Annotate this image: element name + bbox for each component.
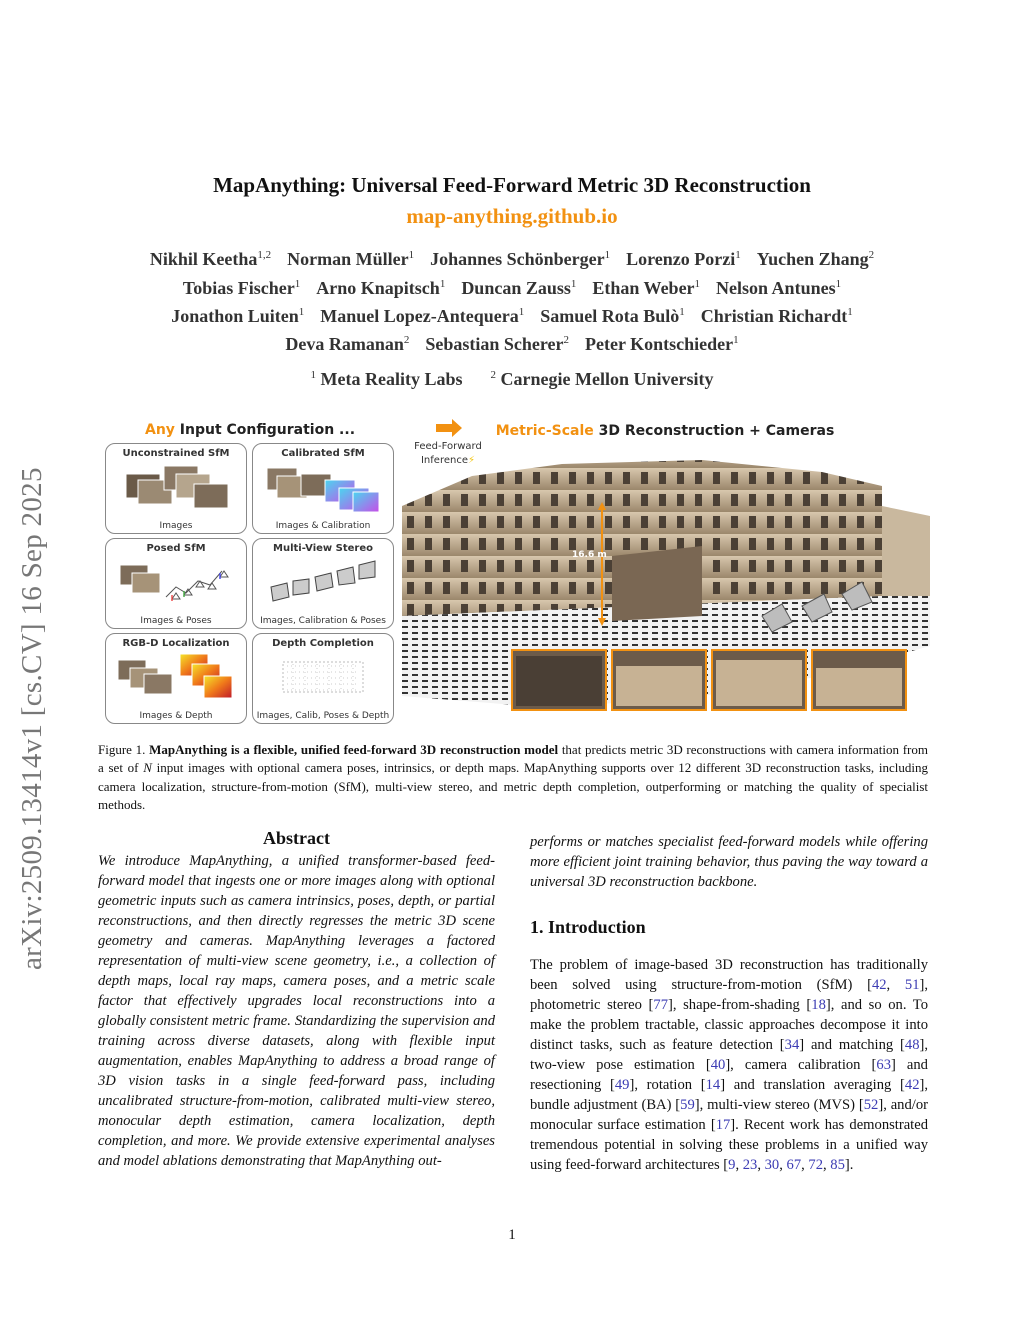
citation-link[interactable]: 72 bbox=[808, 1157, 823, 1173]
camera-frustums-icon bbox=[263, 557, 383, 609]
figure-1 bbox=[100, 418, 930, 723]
author-affiliation-mark: 1 bbox=[298, 306, 305, 318]
author-name: Norman Müller$^1$ bbox=[287, 249, 415, 269]
author-name: Duncan Zauss$^1$ bbox=[461, 278, 577, 298]
config-card-posed-sfm: Posed SfM Images & Poses bbox=[105, 538, 247, 629]
author-line-2 bbox=[0, 278, 1024, 299]
images-depth-icon bbox=[116, 652, 236, 704]
affiliations bbox=[0, 369, 1024, 390]
citation-link[interactable]: 63 bbox=[876, 1057, 891, 1073]
citation-link[interactable]: 49 bbox=[614, 1077, 630, 1093]
page-number: 1 bbox=[508, 1227, 516, 1243]
right-column bbox=[530, 832, 928, 1175]
paper-title: MapAnything: Universal Feed-Forward Metric 3D Reconstruction bbox=[213, 173, 811, 197]
author-affiliation-mark: 1 bbox=[439, 278, 446, 290]
citation-link[interactable]: 23 bbox=[742, 1157, 758, 1173]
building-pointcloud-icon bbox=[402, 446, 930, 723]
author-affiliation-mark: 1 bbox=[694, 278, 701, 290]
measurement-label: 16.6 m bbox=[572, 550, 607, 560]
citation-link[interactable]: 67 bbox=[786, 1157, 802, 1173]
author-affiliation-mark: 1 bbox=[294, 278, 301, 290]
config-card-rgbd-localization: RGB-D Localization Images & Depth bbox=[105, 633, 247, 724]
author-line-1 bbox=[0, 249, 1024, 270]
abstract-heading: Abstract bbox=[263, 828, 330, 848]
author-affiliation-mark: 1 bbox=[604, 249, 611, 261]
author-name: Sebastian Scherer$^2$ bbox=[425, 334, 570, 354]
citation-link[interactable]: 14 bbox=[705, 1077, 721, 1093]
lightning-icon: ⚡ bbox=[467, 455, 476, 466]
author-affiliation-mark: 1 bbox=[679, 306, 685, 318]
citation-link[interactable]: 52 bbox=[863, 1097, 879, 1113]
affiliation: $^1$ Meta Reality Labs bbox=[310, 369, 463, 389]
citation-link[interactable]: 9 bbox=[728, 1157, 736, 1173]
author-affiliation-mark: 1 bbox=[835, 278, 842, 290]
author-affiliation-mark: 1 bbox=[570, 278, 577, 290]
config-card-multi-view-stereo: Multi-View Stereo Images, Calibration & Poses bbox=[252, 538, 394, 629]
images-calibration-icon bbox=[263, 462, 383, 514]
citation-link[interactable]: 18 bbox=[811, 997, 826, 1013]
author-affiliation-mark: 2 bbox=[403, 334, 410, 346]
author-line-3 bbox=[0, 306, 1024, 327]
citation-link[interactable]: 77 bbox=[653, 997, 669, 1013]
citation-link[interactable]: 40 bbox=[710, 1057, 726, 1073]
left-column bbox=[98, 828, 495, 1171]
author-name: Jonathon Luiten$^1$ bbox=[171, 306, 305, 326]
author-name: Tobias Fischer$^1$ bbox=[182, 278, 301, 298]
metric-reconstruction-render bbox=[402, 446, 930, 723]
citation-link[interactable]: 34 bbox=[784, 1037, 800, 1053]
author-name: Ethan Weber$^1$ bbox=[592, 278, 701, 298]
author-affiliation-mark: 2 bbox=[868, 249, 875, 261]
images-poses-icon bbox=[116, 557, 236, 609]
author-affiliation-mark: 1 bbox=[518, 306, 525, 318]
author-name: Lorenzo Porzi$^1$ bbox=[626, 249, 741, 269]
config-card-calibrated-sfm: Calibrated SfM Images & Calibration bbox=[252, 443, 394, 534]
figure-left-heading: Any Input Configuration ... bbox=[144, 422, 356, 438]
config-card-depth-completion: Depth Completion Images, Calib, Poses & Depth bbox=[252, 633, 394, 724]
abstract-text: We introduce MapAnything, a unified transformer-based feed-forward model that ingests one or more images along with optional geometric inputs such as camera intrinsics, poses, depth, or partial reconstructions, and then directly regresses the metric 3D scene geometry and cameras. MapAnything leverages a factored representation of multi-view scene geometry, i.e., a collection of depth maps, local ray maps, camera poses, and a metric scale factor that effectively upgrades local reconstructions into a globally consistent metric frame. Standardizing the supervision and training across diverse datasets, along with flexible input augmentation, enables MapAnything to address a broad range of 3D vision tasks in a single feed-forward pass, including uncalibrated structure-from-motion, calibrated multi-view stereo, monocular depth estimation, camera localization, depth completion, and more. We provide extensive experimental analyses and model ablations demonstrating that MapAnything out- bbox=[98, 853, 495, 1169]
introduction-heading: 1. Introduction bbox=[530, 917, 646, 937]
affiliation: $^2$ Carnegie Mellon University bbox=[490, 369, 714, 389]
author-name: Christian Richardt$^1$ bbox=[700, 306, 853, 326]
author-name: Deva Ramanan$^2$ bbox=[285, 334, 410, 354]
arrow-label-inference: Inference bbox=[420, 455, 468, 466]
author-name: Samuel Rota Bulò$^1$ bbox=[540, 306, 685, 326]
arxiv-side-stamp: arXiv:2509.13414v1 [cs.CV] 16 Sep 2025 bbox=[16, 467, 48, 970]
author-name: Johannes Schönberger$^1$ bbox=[430, 249, 611, 269]
abstract-text-continued: performs or matches specialist feed-forward models while offering more efficient joint training behavior, thus paving the way toward a universal 3D reconstruction backbone. bbox=[530, 834, 928, 890]
author-affiliation-mark: 1 bbox=[733, 334, 739, 346]
arrow-label-feed-forward: Feed-Forward bbox=[414, 441, 482, 452]
author-affiliation-mark: 1,2 bbox=[257, 249, 272, 261]
figure-right-heading: Metric-Scale 3D Reconstruction + Cameras bbox=[495, 423, 835, 439]
citation-link[interactable]: 42 bbox=[904, 1077, 920, 1093]
citation-link[interactable]: 51 bbox=[904, 977, 920, 993]
author-name: Manuel Lopez-Antequera$^1$ bbox=[320, 306, 525, 326]
project-url-link[interactable]: map-anything.github.io bbox=[406, 204, 618, 228]
author-line-4 bbox=[0, 334, 1024, 355]
citation-link[interactable]: 30 bbox=[764, 1157, 780, 1173]
author-name: Nikhil Keetha$^{1,2}$ bbox=[149, 249, 272, 269]
config-card-unconstrained-sfm: Unconstrained SfM Images bbox=[105, 443, 247, 534]
author-name: Peter Kontschieder$^1$ bbox=[585, 334, 739, 354]
sparse-pointcloud-icon bbox=[263, 652, 383, 704]
author-affiliation-mark: 1 bbox=[847, 306, 853, 318]
introduction-text: The problem of image-based 3D reconstruction has traditionally been solved using structure-from-motion (SfM) [42, 51], photometric stereo [77], shape-from-shading [18], and so on. To make the problem tractable, classic approaches decompose it into distinct tasks, such as feature detection [34] and matching [48], two-view pose estimation [40], camera calibration [63] and resectioning [49], rotation [14] and translation averaging [42], bundle adjustment (BA) [59], multi-view stereo (MVS) [52], and/or monocular surface estimation [17]. Recent work has demonstrated tremendous potential in solving these problems in a unified way using feed-forward architectures [9, 23, 30, 67, 72, 85]. bbox=[530, 957, 929, 1173]
author-affiliation-mark: 1 bbox=[735, 249, 741, 261]
citation-link[interactable]: 85 bbox=[830, 1157, 845, 1173]
author-name: Yuchen Zhang$^2$ bbox=[756, 249, 875, 269]
citation-link[interactable]: 48 bbox=[904, 1037, 920, 1053]
citation-link[interactable]: 17 bbox=[715, 1117, 731, 1133]
author-name: Arno Knapitsch$^1$ bbox=[316, 278, 446, 298]
figure-caption: Figure 1. MapAnything is a flexible, unified feed-forward 3D reconstruction model that predicts metric 3D reconstructions with camera information from a set of N input images with optional camera poses, intrinsics, or depth maps. MapAnything supports over 12 different 3D reconstruction tasks, including camera localization, structure-from-motion (SfM), multi-view stereo, and metric depth completion, outperforming or matching the quality of specialist methods. bbox=[98, 742, 928, 812]
citation-link[interactable]: 42 bbox=[871, 977, 887, 993]
citation-link[interactable]: 59 bbox=[680, 1097, 695, 1113]
author-name: Nelson Antunes$^1$ bbox=[716, 278, 842, 298]
author-affiliation-mark: 2 bbox=[563, 334, 570, 346]
author-affiliation-mark: 1 bbox=[408, 249, 415, 261]
input-images-icon bbox=[116, 462, 236, 514]
